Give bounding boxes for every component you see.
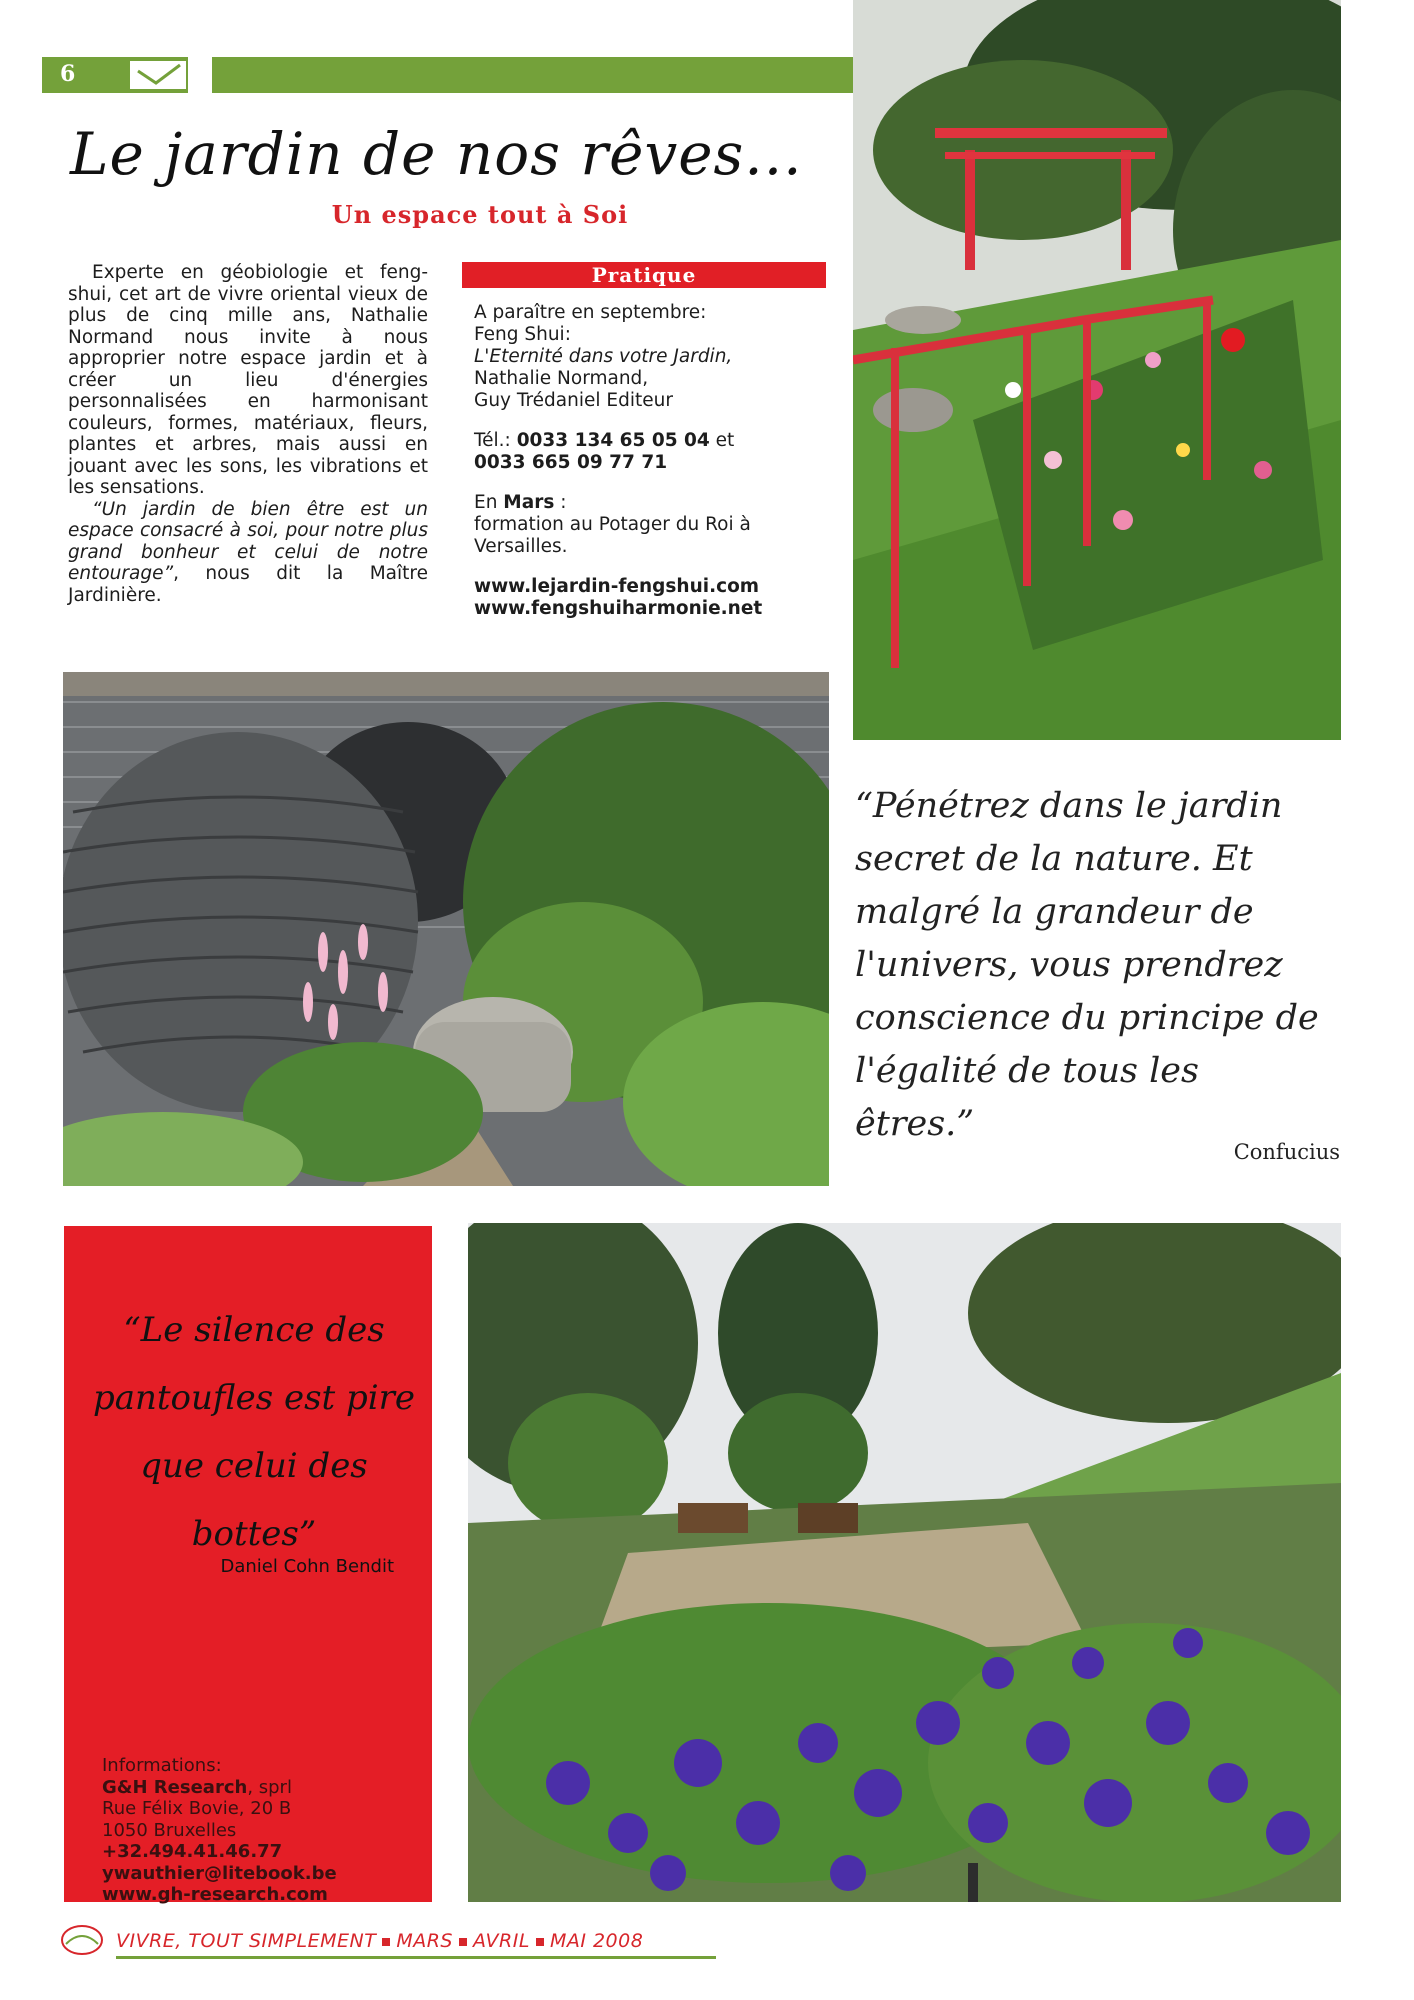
informations-block: [102, 1755, 422, 1906]
footer-magazine: VIVRE, TOUT SIMPLEMENT: [116, 1930, 377, 1952]
book-author: Nathalie Normand,: [474, 368, 649, 389]
pratique-box: [474, 302, 834, 638]
book-publisher: Guy Trédaniel Editeur: [474, 390, 673, 411]
quote-cohn-bendit: “Le silence des pantoufles est pire que celui des bottes”: [92, 1310, 416, 1554]
book-series: Feng Shui:: [474, 324, 571, 345]
tel-1: 0033 134 65 05 04: [516, 430, 710, 451]
footer-month-1: MARS: [396, 1930, 453, 1952]
article-title: Le jardin de nos rêves...: [70, 120, 803, 188]
info-city: 1050 Bruxelles: [102, 1819, 237, 1841]
info-web: www.gh-research.com: [102, 1884, 328, 1905]
book-intro: A paraître en septembre:: [474, 302, 707, 323]
info-company-suffix: , sprl: [247, 1776, 292, 1798]
footer: [60, 1920, 760, 1966]
quote-confucius: “Pénétrez dans le jardin secret de la nature. Et malgré la grandeur de l'univers, vous prendrez conscience du principe de l'égalité de tous les êtres.”: [855, 786, 1319, 1144]
photo-torii-garden: [853, 0, 1341, 740]
info-phone: +32.494.41.46.77: [102, 1841, 283, 1862]
photo-stone-sphere: [63, 672, 829, 1186]
footer-rule: [116, 1956, 716, 1959]
tick-icon: [130, 61, 186, 89]
info-label: Informations:: [102, 1755, 222, 1776]
photo-iris-garden: [468, 1223, 1341, 1902]
footer-separator: [536, 1938, 544, 1946]
tel-and: et: [709, 430, 735, 451]
info-email: ywauthier@litebook.be: [102, 1862, 337, 1884]
url-2: www.fengshuiharmonie.net: [474, 598, 763, 619]
info-street: Rue Félix Bovie, 20 B: [102, 1798, 292, 1819]
article-subtitle: Un espace tout à Soi: [331, 200, 629, 229]
footer-separator: [459, 1938, 467, 1946]
mars-label: Mars: [503, 492, 555, 513]
mars-prefix: En: [474, 492, 504, 513]
url-1: www.lejardin-fengshui.com: [474, 576, 760, 597]
intro-quote: “Un jardin de bien être est un espace consacré à soi, pour notre plus grand bonheur et celui de notre entourage”: [68, 498, 428, 584]
quote-cohn-bendit-author: Daniel Cohn Bendit: [220, 1556, 394, 1577]
quote-confucius-author: Confucius: [1233, 1140, 1340, 1164]
tel-label: Tél.:: [474, 430, 517, 451]
mars-text: formation au Potager du Roi à Versailles.: [474, 514, 751, 557]
footer-text: [116, 1930, 643, 1952]
magazine-logo-icon: [60, 1924, 104, 1956]
header-bar-left: [42, 57, 188, 93]
intro-body: Experte en géobiologie et feng-shui, cet art de vivre oriental vieux de plus de cinq mille ans, Nathalie Normand nous invite à nous approprier notre espace jardin et à créer un lieu d'énergies personnalisées en harmonisant couleurs, formes, matériaux, fleurs, plantes et arbres, mais aussi en jouant avec les sons, les vibrations et les sensations.: [68, 262, 428, 498]
pratique-heading: Pratique: [462, 262, 826, 288]
page-number: 6: [60, 61, 76, 87]
footer-separator: [382, 1938, 390, 1946]
book-title: L'Eternité dans votre Jardin,: [474, 346, 733, 367]
tel-2: 0033 665 09 77 71: [474, 452, 668, 473]
mars-suffix: :: [554, 492, 567, 513]
intro-text: [68, 262, 428, 606]
intro-quote-tail: , nous dit la Maître Jardinière.: [68, 563, 428, 606]
footer-month-2: AVRIL: [472, 1930, 530, 1952]
footer-month-3: MAI 2008: [549, 1930, 644, 1952]
info-company: G&H Research: [102, 1776, 248, 1798]
